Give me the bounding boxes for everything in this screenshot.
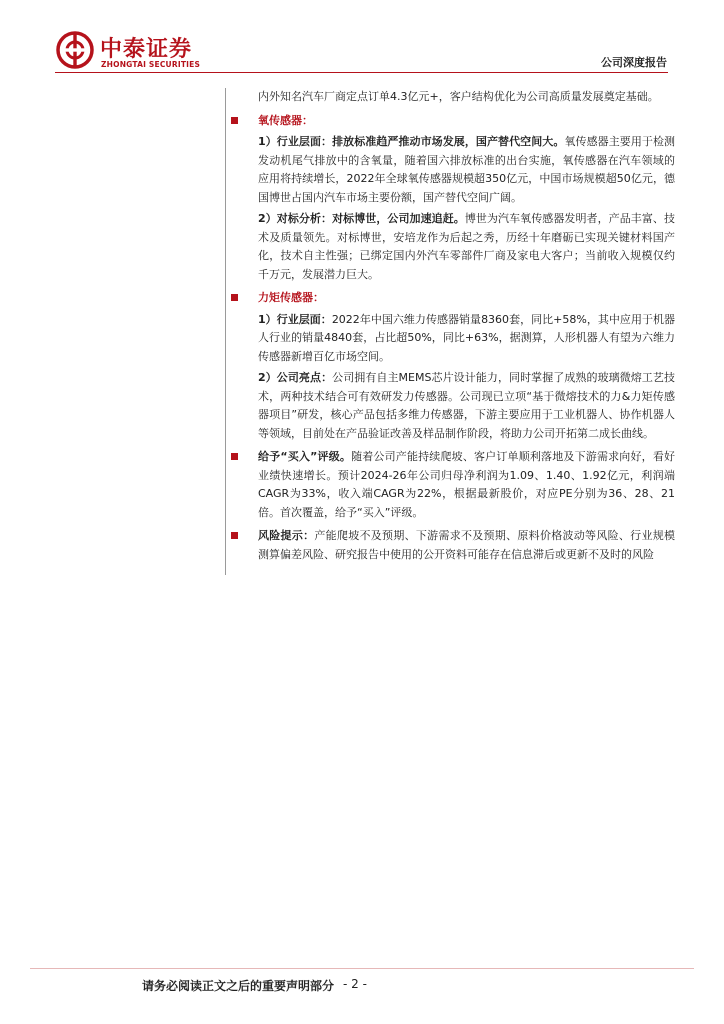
torque-highlight-lead: 2）公司亮点： (258, 371, 333, 384)
footer-disclaimer: 请务必阅读正文之后的重要声明部分 (142, 979, 335, 993)
bullet-square-icon (231, 532, 238, 539)
risk-paragraph (258, 527, 675, 564)
rating-section (229, 448, 675, 522)
logo-chinese-name: 中泰证券 (100, 37, 193, 62)
oxygen-industry-lead: 1）行业层面：排放标准趋严推动市场发展，国产替代空间大。 (258, 135, 565, 148)
main-content (229, 88, 675, 564)
oxygen-benchmark-paragraph (258, 210, 675, 284)
bullet-square-icon (231, 453, 238, 460)
report-type-label: 公司深度报告 (601, 56, 667, 69)
left-margin-rule (225, 88, 226, 575)
risk-text: 产能爬坡不及预期、下游需求不及预期、原料价格波动等风险、行业规模测算偏差风险、研究报告中使用的公开资料可能存在信息滞后或更新不及时的风险 (258, 529, 675, 561)
torque-industry-lead: 1）行业层面： (258, 312, 332, 326)
oxygen-industry-text: 氧传感器主要用于检测发动机尾气排放中的含氧量，随着国六排放标准的出台实施，氧传感器在汽车领域的应用将持续增长，2022年全球氧传感器规模超350亿元，中国市场规模超50亿元，德国博世占国内汽车市场主要份额，国产替代空间广阔。 (258, 135, 676, 204)
page-header (0, 0, 724, 80)
logo-english-name: ZHONGTAI SECURITIES (101, 60, 201, 69)
torque-sensor-section (229, 289, 675, 443)
zhongtai-logo-icon (55, 30, 95, 70)
bullet-square-icon (231, 117, 238, 124)
torque-sensor-heading: 力矩传感器： (258, 291, 324, 304)
footer-divider (30, 968, 694, 969)
rating-lead: 给予“买入”评级。 (258, 450, 352, 463)
risk-lead: 风险提示： (258, 529, 315, 542)
torque-highlight-text: 公司拥有自主MEMS芯片设计能力，同时掌握了成熟的玻璃微熔工艺技术，两种技术结合可有效研发力传感器。公司现已立项“基于微熔技术的力&力矩传感器项目”研发，核心产品包括多维力传感器，下游主要应用于工业机器人、协作机器人等领域，目前处在产品验证改善及样品制作阶段，将助力公司开拓第二成长曲线。 (258, 371, 675, 440)
oxygen-sensor-heading: 氧传感器： (258, 113, 313, 127)
torque-industry-text: 2022年中国六维力传感器销量8360套，同比+58%，其中应用于机器人行业的销量4840套，占比超50%，同比+63%，据测算，人形机器人有望为六维力传感器新增百亿市场空间。 (258, 312, 676, 363)
header-divider (55, 72, 668, 73)
page-number: - 2 - (343, 977, 367, 991)
torque-industry-paragraph (258, 311, 675, 367)
rating-paragraph (258, 448, 675, 522)
risk-section (229, 527, 675, 564)
oxygen-benchmark-lead: 2）对标分析：对标博世，公司加速追赶。 (258, 212, 465, 225)
oxygen-benchmark-text: 博世为汽车氧传感器发明者，产品丰富、技术及质量领先。对标博世，安培龙作为后起之秀，历经十年磨砺已实现关键材料国产化，技术自主性强；已绑定国内外汽车零部件厂商及家电大客户；当前收入规模仅约千万元，发展潜力巨大。 (258, 212, 675, 281)
oxygen-industry-paragraph (258, 133, 675, 207)
torque-highlight-paragraph (258, 369, 675, 443)
rating-text: 随着公司产能持续爬坡、客户订单顺利落地及下游需求向好，看好业绩快速增长。预计2024-26年公司归母净利润为1.09、1.40、1.92亿元，利润端CAGR为33%，收入端CAGR为22%，根据最新股价，对应PE分别为36、28、21倍。首次覆盖，给予“买入”评级。 (258, 450, 676, 519)
oxygen-sensor-section (229, 112, 675, 285)
intro-paragraph: 内外知名汽车厂商定点订单4.3亿元+，客户结构优化为公司高质量发展奠定基础。 (258, 90, 659, 103)
bullet-square-icon (231, 294, 238, 301)
